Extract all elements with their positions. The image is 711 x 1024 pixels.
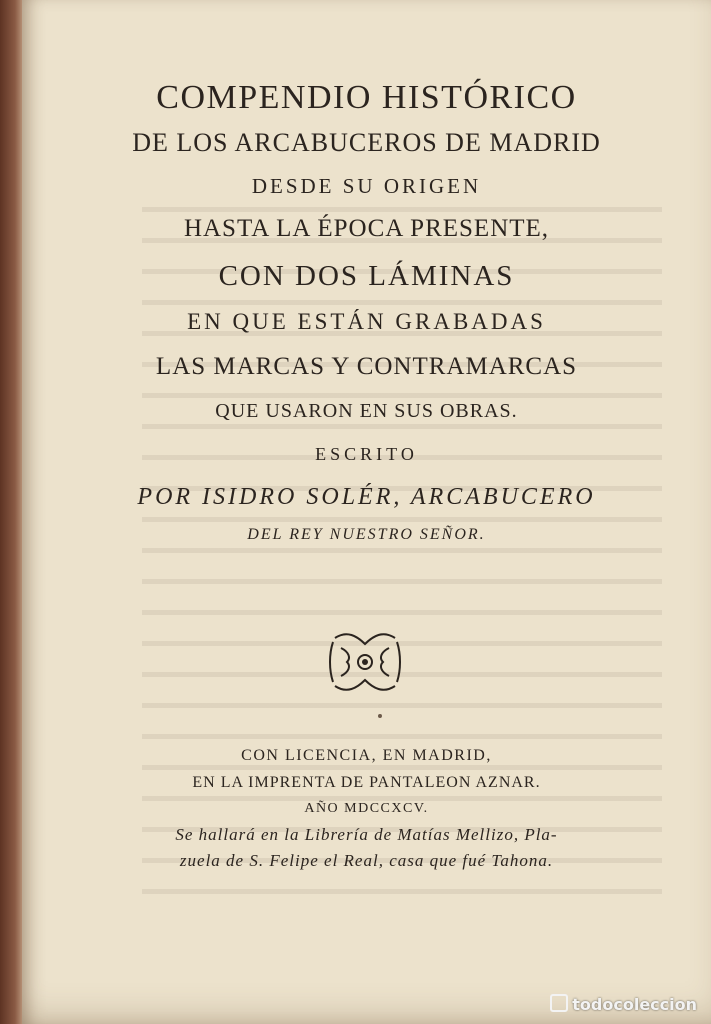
title-line-4: HASTA LA ÉPOCA PRESENTE, — [183, 215, 550, 242]
title-line-9: ESCRITO — [315, 444, 418, 464]
logo-box-icon — [550, 994, 568, 1012]
title-block — [22, 76, 711, 552]
watermark-text: todocoleccion — [572, 995, 697, 1014]
title-line-2: DE LOS ARCABUCEROS DE MADRID — [132, 128, 601, 157]
licence-line: CON LICENCIA, EN MADRID, — [241, 747, 492, 764]
year-line: AÑO MDCCXCV. — [304, 801, 429, 816]
title-line-1: COMPENDIO HISTÓRICO — [156, 79, 577, 116]
title-line-8: QUE USARON EN SUS OBRAS. — [215, 400, 518, 422]
author-title-line: DEL REY NUESTRO SEÑOR. — [247, 526, 486, 543]
seller-line-1: Se hallará en la Librería de Matías Mellizo, Pla- — [175, 825, 558, 844]
author-line: POR ISIDRO SOLÉR, ARCABUCERO — [137, 484, 596, 510]
printer-dot — [378, 714, 382, 718]
floral-ornament-icon — [327, 628, 403, 696]
title-line-6: EN QUE ESTÁN GRABADAS — [187, 309, 546, 334]
title-line-3: DESDE SU ORIGEN — [251, 174, 482, 198]
imprint-block — [22, 742, 711, 874]
seller-line-2: zuela de S. Felipe el Real, casa que fué Tahona. — [179, 851, 554, 870]
watermark — [550, 994, 697, 1014]
title-line-7: LAS MARCAS Y CONTRAMARCAS — [155, 353, 578, 380]
press-line: EN LA IMPRENTA DE PANTALEON AZNAR. — [192, 774, 541, 791]
title-line-5: CON DOS LÁMINAS — [218, 260, 515, 292]
title-page — [22, 0, 711, 1024]
